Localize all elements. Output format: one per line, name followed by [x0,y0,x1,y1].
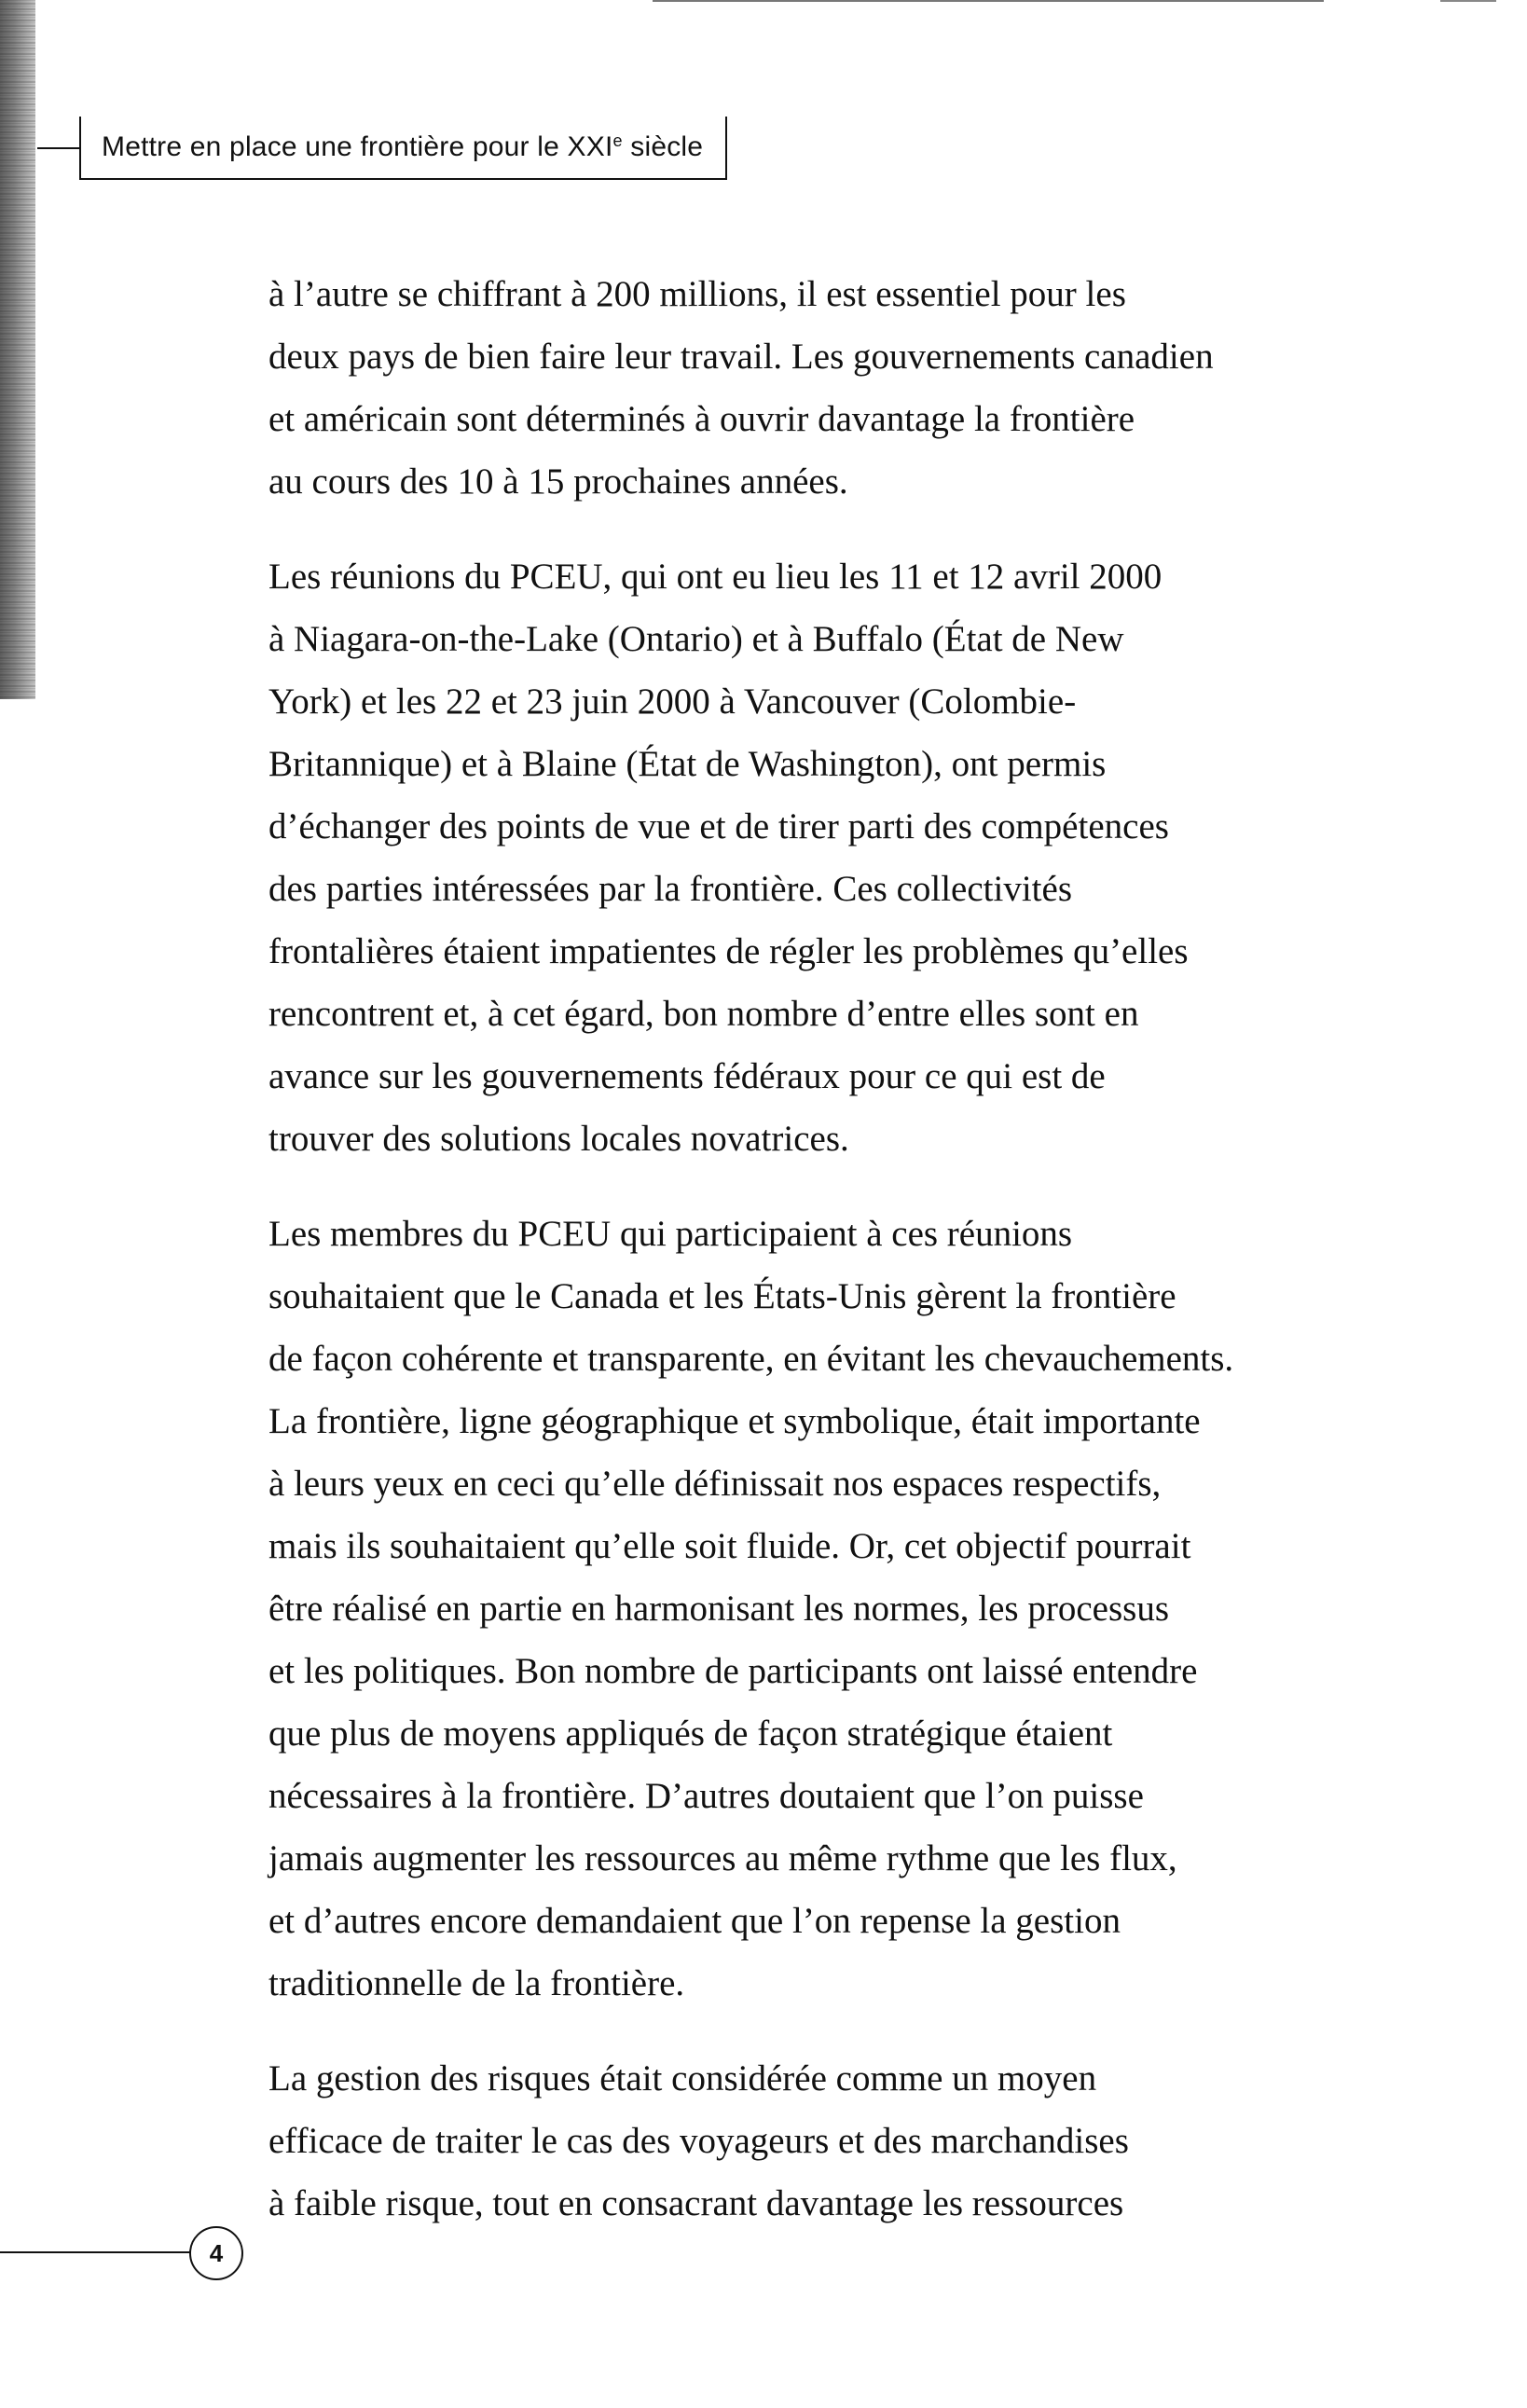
text-line: La frontière, ligne géographique et symbolique, était importante [268,1401,1201,1441]
text-line: être réalisé en partie en harmonisant les normes, les processus [268,1589,1169,1629]
text-line: à faible risque, tout en consacrant davantage les ressources [268,2183,1124,2223]
text-line: au cours des 10 à 15 prochaines années. [268,461,848,502]
text-line: La gestion des risques était considérée comme un moyen [268,2058,1097,2098]
text-line: traditionnelle de la frontière. [268,1963,685,2003]
text-line: et les politiques. Bon nombre de participants ont laissé entendre [268,1651,1198,1691]
text-line: avance sur les gouvernements fédéraux pour ce qui est de [268,1056,1106,1096]
text-line: à Niagara-on-the-Lake (Ontario) et à Buffalo (État de New [268,619,1124,659]
text-line: efficace de traiter le cas des voyageurs et des marchandises [268,2121,1129,2161]
paragraph [268,2047,1331,2235]
header-text-end: siècle [622,131,704,162]
body-text [268,263,1331,2235]
text-line: et américain sont déterminés à ouvrir davantage la frontière [268,399,1135,439]
text-line: Britannique) et à Blaine (État de Washington), ont permis [268,744,1107,784]
top-scan-rule-right [1440,0,1496,2]
text-line: Les réunions du PCEU, qui ont eu lieu les 11 et 12 avril 2000 [268,557,1162,597]
paragraph [268,1203,1331,2015]
text-line: Les membres du PCEU qui participaient à ces réunions [268,1214,1073,1254]
text-line: à l’autre se chiffrant à 200 millions, il est essentiel pour les [268,274,1126,314]
text-line: mais ils souhaitaient qu’elle soit fluide. Or, cet objectif pourrait [268,1526,1191,1566]
header-text-superscript: e [612,131,623,150]
paragraph [268,545,1331,1170]
top-scan-rule [653,0,1324,2]
header-text-main: Mettre en place une frontière pour le XXI [102,131,613,162]
text-line: deux pays de bien faire leur travail. Les gouvernements canadien [268,337,1214,377]
text-line: nécessaires à la frontière. D’autres doutaient que l’on puisse [268,1776,1144,1816]
text-line: jamais augmenter les ressources au même rythme que les flux, [268,1838,1177,1878]
text-line: à leurs yeux en ceci qu’elle définissait nos espaces respectifs, [268,1464,1162,1504]
text-line: frontalières étaient impatientes de régler les problèmes qu’elles [268,931,1189,971]
text-line: et d’autres encore demandaient que l’on repense la gestion [268,1901,1121,1941]
text-line: de façon cohérente et transparente, en évitant les chevauchements. [268,1339,1234,1379]
paragraph [268,263,1331,513]
running-header [79,117,727,180]
page-number: 4 [189,2226,243,2280]
text-line: d’échanger des points de vue et de tirer parti des compétences [268,806,1169,846]
text-line: des parties intéressées par la frontière. Ces collectivités [268,869,1072,909]
header-tick-line [37,147,79,149]
text-line: souhaitaient que le Canada et les États-Unis gèrent la frontière [268,1276,1176,1316]
footer-rule [0,2251,191,2253]
text-line: que plus de moyens appliqués de façon stratégique étaient [268,1713,1113,1754]
running-header-text [102,131,703,163]
text-line: York) et les 22 et 23 juin 2000 à Vancouver (Colombie- [268,681,1077,722]
text-line: rencontrent et, à cet égard, bon nombre d’entre elles sont en [268,994,1139,1034]
scan-binding-edge [0,0,35,699]
text-line: trouver des solutions locales novatrices. [268,1119,849,1159]
